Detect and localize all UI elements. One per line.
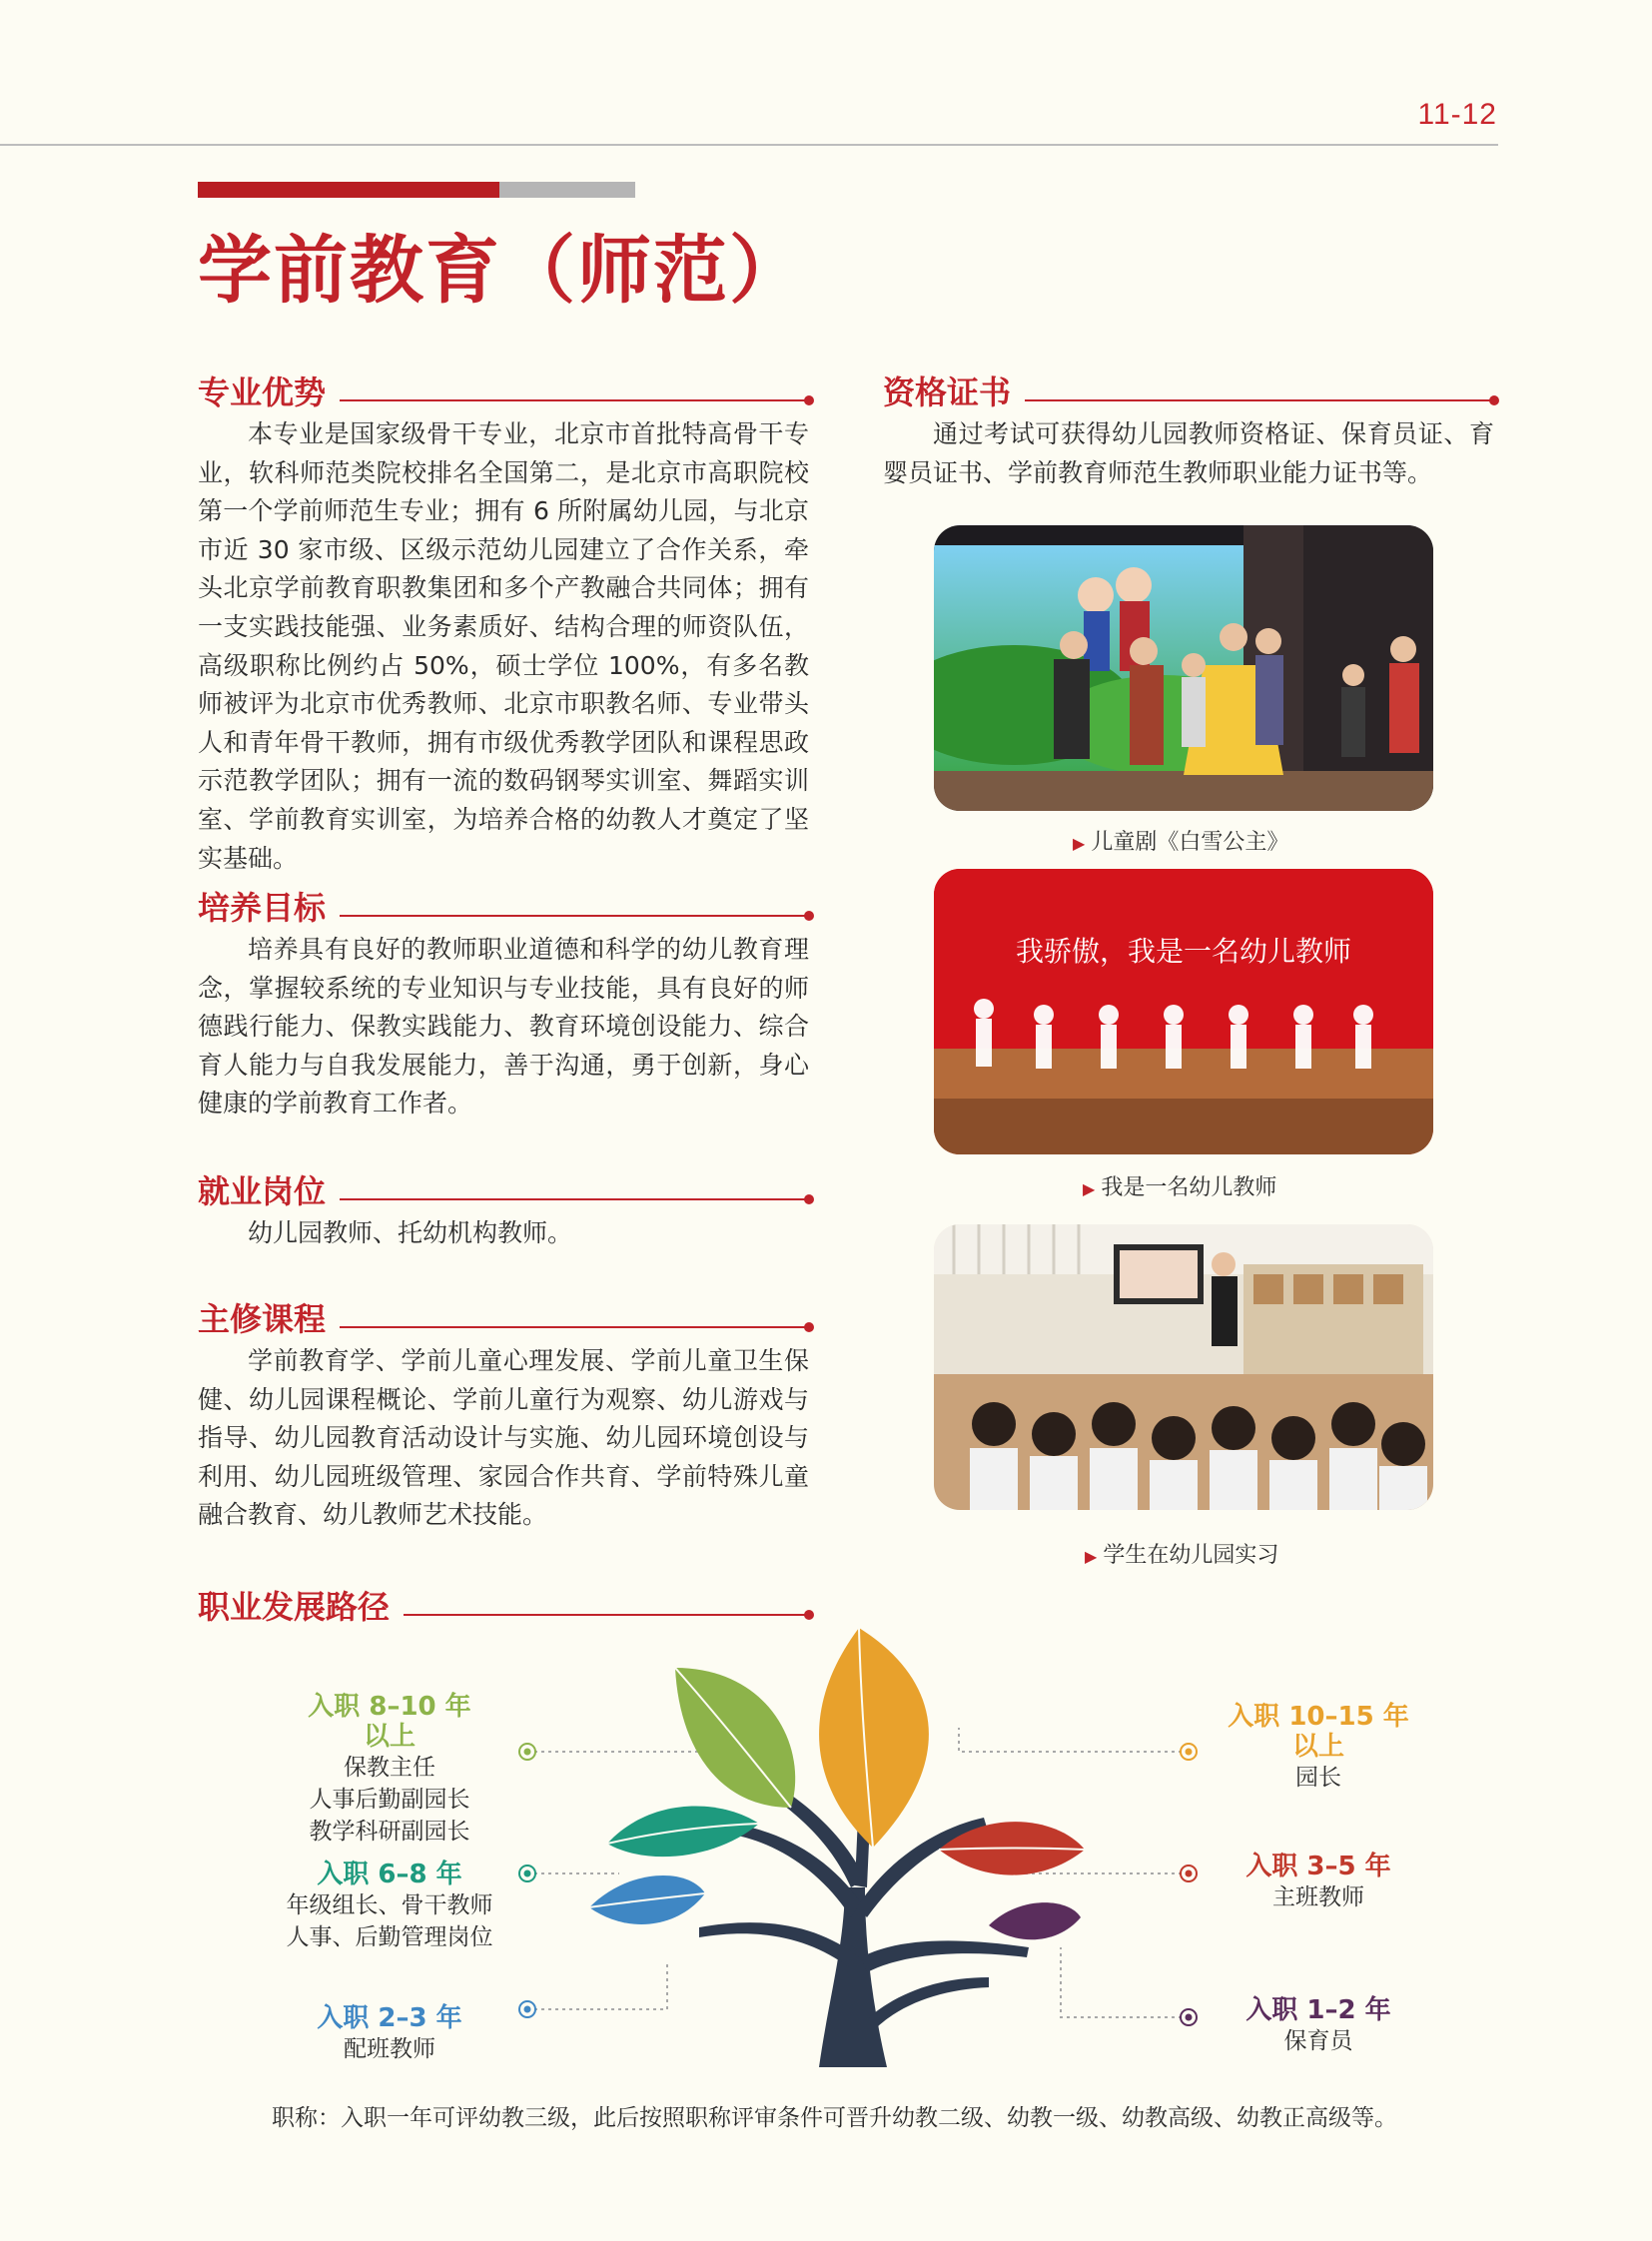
section-header-goal [198,883,809,929]
photo-snow-white-play [934,525,1433,811]
section-title: 就业岗位 [198,1172,327,1210]
career-stage-8-10 [270,1692,509,1848]
section-title: 培养目标 [198,889,327,927]
section-divider [404,1614,809,1616]
caption-marker-icon: ▶ [1073,834,1086,853]
title-accent-bar [198,182,499,198]
caption-marker-icon: ▶ [1083,1179,1096,1198]
career-role: 保教主任 [344,1755,435,1781]
career-role: 人事后勤副园长 [309,1787,470,1813]
page-title: 学前教育（师范） [198,228,805,314]
caption-photo-3: ▶ 学生在幼儿园实习 [1085,1543,1279,1568]
courses-text: 学前教育学、学前儿童心理发展、学前儿童卫生保健、幼儿园课程概论、学前儿童行为观察、幼儿游戏与指导、幼儿园教育活动设计与实施、幼儿园环境创设与利用、幼儿园班级管理、家园合作共育、学前特殊儿童融合教育、幼儿教师艺术技能。 [198,1346,809,1530]
section-divider [340,399,809,401]
title-accent-bar-gray [499,182,635,198]
advantage-text: 本专业是国家级骨干专业，北京市首批特高骨干专业，软科师范类院校排名全国第二，是北京市高职院校第一个学前师范生专业；拥有 6 所附属幼儿园，与北京市近 30 家市级、区级示范幼儿园建立了合作关系，牵头北京学前教育职教集团和多个产教融合共同体；拥有一支实践技能强、业务素质好、结构合理的师资队伍，高级职称比例约占 50%，硕士学位 100%，有多名教师被评为北京市优秀教师、北京市职教名师、专业带头人和青年骨干教师，拥有市级优秀教学团队和课程思政示范教学团队；拥有一流的数码钢琴实训室、舞蹈实训室、学前教育实训室，为培养合格的幼教人才奠定了坚实基础。 [198,419,809,873]
photo-teacher-performance [934,869,1433,1154]
caption-marker-icon: ▶ [1085,1547,1098,1566]
career-years: 入职 1–2 年 [1245,1995,1391,2025]
career-years: 入职 8–10 年 [308,1692,471,1722]
career-role: 园长 [1295,1765,1341,1791]
caption-photo-1: ▶ 儿童剧《白雪公主》 [1073,830,1289,855]
section-divider [1025,399,1494,401]
section-title: 资格证书 [883,374,1012,411]
career-stage-10-15 [1199,1702,1438,1794]
career-stage-1-2 [1199,1995,1438,2057]
career-years: 入职 6–8 年 [317,1860,462,1889]
career-role: 主班教师 [1272,1884,1364,1910]
career-role: 人事、后勤管理岗位 [286,1924,493,1950]
certificates-text: 通过考试可获得幼儿园教师资格证、保育员证、育婴员证书、学前教育师范生教师职业能力证书等。 [883,419,1494,487]
section-header-certificates [883,368,1494,413]
career-role: 配班教师 [344,2036,435,2062]
section-divider [340,1198,809,1200]
career-stage-3-5 [1199,1852,1438,1913]
career-role: 年级组长、骨干教师 [286,1892,493,1918]
header-rule [0,144,1498,146]
banner-text: 我骄傲，我是一名幼儿教师 [1015,935,1352,968]
career-role: 保育员 [1283,2028,1353,2054]
section-title: 专业优势 [198,374,327,411]
section-header-jobs [198,1166,809,1212]
section-title: 职业发展路径 [198,1588,391,1626]
page-number: 11-12 [1417,98,1497,131]
jobs-text: 幼儿园教师、托幼机构教师。 [248,1218,573,1247]
career-years: 入职 2–3 年 [317,2003,462,2033]
career-years-suffix: 以上 [1291,1732,1344,1762]
career-stage-6-8 [270,1860,509,1953]
footnote-title-grades: 职称：入职一年可评幼教三级，此后按照职称评审条件可晋升幼教二级、幼教一级、幼教高级、幼教正高级等。 [272,2105,1397,2131]
career-years-suffix: 以上 [363,1722,415,1752]
career-years: 入职 10–15 年 [1228,1702,1409,1732]
goal-text: 培养具有良好的教师职业道德和科学的幼儿教育理念，掌握较系统的专业知识与专业技能，具有良好的师德践行能力、保教实践能力、教育环境创设能力、综合育人能力与自我发展能力，善于沟通，勇于创新，身心健康的学前教育工作者。 [198,935,809,1119]
section-divider [340,915,809,917]
section-divider [340,1326,809,1328]
section-header-advantage [198,368,809,413]
caption-photo-2: ▶ 我是一名幼儿教师 [1083,1175,1277,1200]
section-header-courses [198,1294,809,1340]
section-title: 主修课程 [198,1300,327,1338]
career-years: 入职 3–5 年 [1245,1852,1391,1881]
career-role: 教学科研副园长 [309,1819,470,1845]
career-stage-2-3 [270,2003,509,2065]
photo-kindergarten-internship [934,1224,1433,1510]
